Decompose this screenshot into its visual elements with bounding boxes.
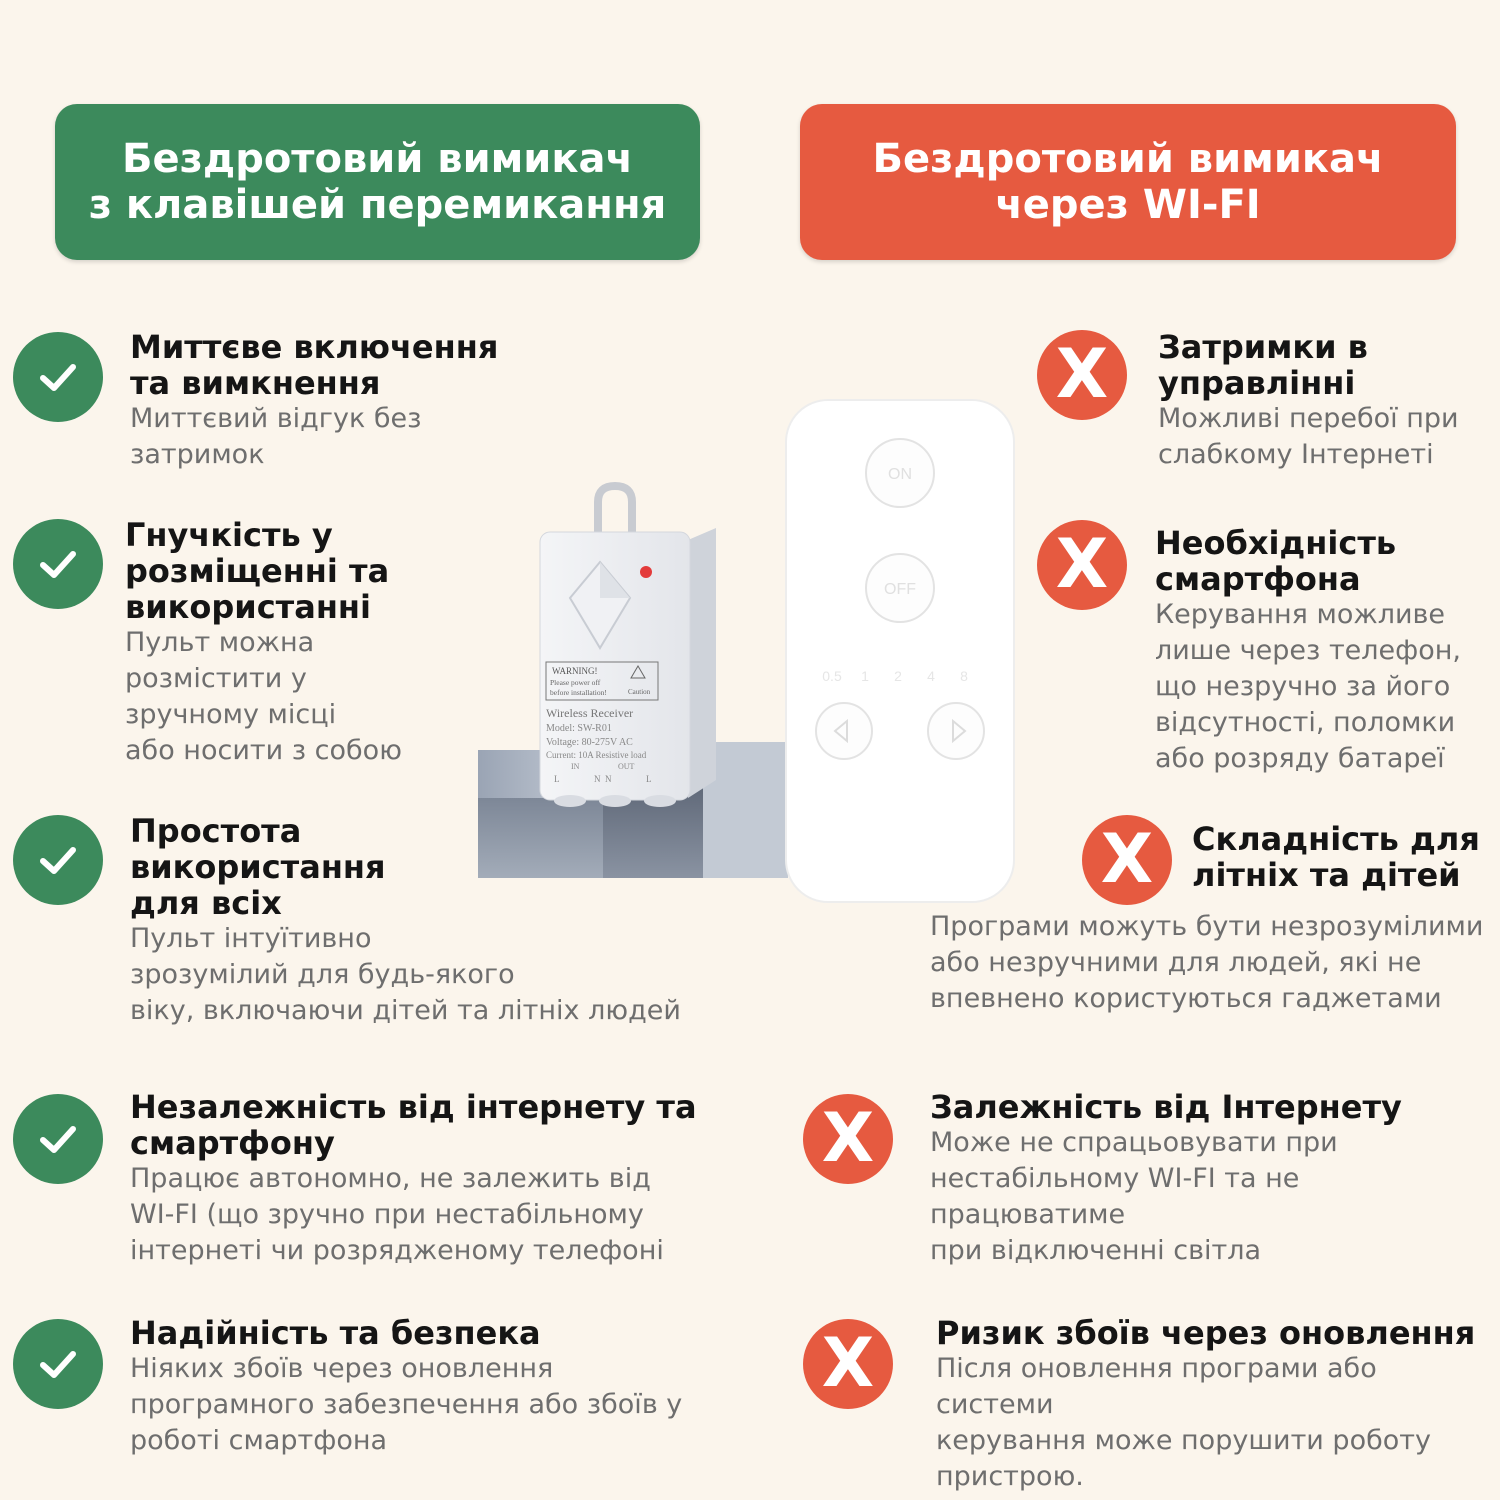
receiver-warning-line2: before installation! (550, 688, 607, 697)
remote-timer-label: 1 (861, 668, 869, 684)
receiver-out-label: OUT (618, 762, 635, 771)
pro-description: Працює автономно, не залежить від WI-FI (що зручно при нестабільному інтернеті чи розрядженому телефоні (130, 1163, 664, 1266)
remote-timer-label: 4 (927, 668, 935, 684)
con-item (1192, 821, 1492, 893)
header-right-title: Бездротовий вимикач через WI-FI (872, 136, 1384, 228)
receiver-model: Model: SW-R01 (546, 723, 612, 734)
con-description: Після оновлення програми або системи керування може порушити роботу пристрою. (936, 1353, 1431, 1492)
receiver-terminal: L (554, 774, 560, 784)
remote-control-image (784, 398, 1016, 904)
remote-timer-label: 2 (894, 668, 902, 684)
cross-icon: X (1037, 330, 1127, 420)
receiver-current: Current: 10A Resistive load (546, 750, 647, 760)
pro-item (125, 517, 465, 769)
header-wireless-switch-button (55, 104, 700, 260)
pro-item (130, 1315, 730, 1459)
pro-description: Пульт інтуїтивно зрозумілий для будь-якого віку, включаючи дітей та літніх людей (130, 923, 681, 1026)
con-description: Програми можуть бути незрозумілими або незручними для людей, які не впевнено користуються гаджетами (930, 911, 1484, 1014)
check-icon (13, 519, 103, 609)
con-item (1158, 329, 1488, 473)
receiver-terminal: N (594, 774, 601, 784)
pro-description: Миттєвий відгук без затримок (130, 403, 422, 470)
con-item (936, 1315, 1496, 1495)
pro-title: Гнучкість у розміщенні та використанні (125, 516, 390, 626)
con-title: Необхідність смартфона (1155, 524, 1397, 598)
check-icon (13, 815, 103, 905)
receiver-caution: Caution (628, 688, 651, 696)
receiver-warning-line1: Please power off (550, 678, 601, 687)
con-description: Може не спрацьовувати при нестабільному WI-FI та не працюватиме при відключенні світла (930, 1127, 1338, 1266)
con-description: Керування можливе лише через телефон, що незручно за його відсутності, поломки або розряду батареї (1155, 599, 1462, 774)
check-icon (13, 1319, 103, 1409)
con-description: Можливі перебої при слабкому Інтернеті (1158, 403, 1459, 470)
remote-timer-label: 0.5 (822, 668, 842, 684)
con-title: Затримки в управлінні (1158, 328, 1368, 402)
check-icon (13, 332, 103, 422)
receiver-terminal: N (605, 774, 612, 784)
pro-title: Миттєве включення та вимкнення (130, 328, 499, 402)
receiver-warning-title: WARNING! (552, 666, 598, 676)
header-left-title: Бездротовий вимикач з клавішей перемикання (88, 136, 667, 228)
pro-description: Пульт можна розмістити у зручному місці або носити з собою (125, 627, 402, 766)
cross-icon: X (803, 1319, 893, 1409)
receiver-in-label: IN (571, 762, 580, 771)
con-item (930, 1089, 1495, 1269)
check-icon (13, 1094, 103, 1184)
con-title: Складність для літніх та дітей (1192, 820, 1480, 894)
con-title: Ризик збоїв через оновлення (936, 1314, 1476, 1352)
receiver-terminal: L (646, 774, 652, 784)
pro-item (130, 329, 550, 473)
pro-title: Надійність та безпека (130, 1314, 541, 1352)
receiver-voltage: Voltage: 80-275V AC (546, 737, 633, 748)
cross-icon: X (1082, 815, 1172, 905)
con-description-block (930, 909, 1490, 1017)
pro-item (130, 1089, 730, 1269)
wireless-receiver-image (478, 480, 788, 880)
pro-description: Ніяких збоїв через оновлення програмного забезпечення або збоїв у роботі смартфона (130, 1353, 683, 1456)
con-item (1155, 525, 1485, 777)
pro-title: Простота використання для всіх (130, 812, 386, 922)
receiver-name: Wireless Receiver (546, 706, 634, 720)
cross-icon: X (803, 1094, 893, 1184)
con-title: Залежність від Інтернету (930, 1088, 1402, 1126)
cross-icon: X (1037, 520, 1127, 610)
pro-title: Незалежність від інтернету та смартфону (130, 1088, 697, 1162)
remote-on-label: ON (888, 466, 912, 483)
remote-timer-label: 8 (960, 668, 968, 684)
remote-off-label: OFF (884, 581, 916, 598)
header-wireless-switch-wifi (800, 104, 1456, 260)
